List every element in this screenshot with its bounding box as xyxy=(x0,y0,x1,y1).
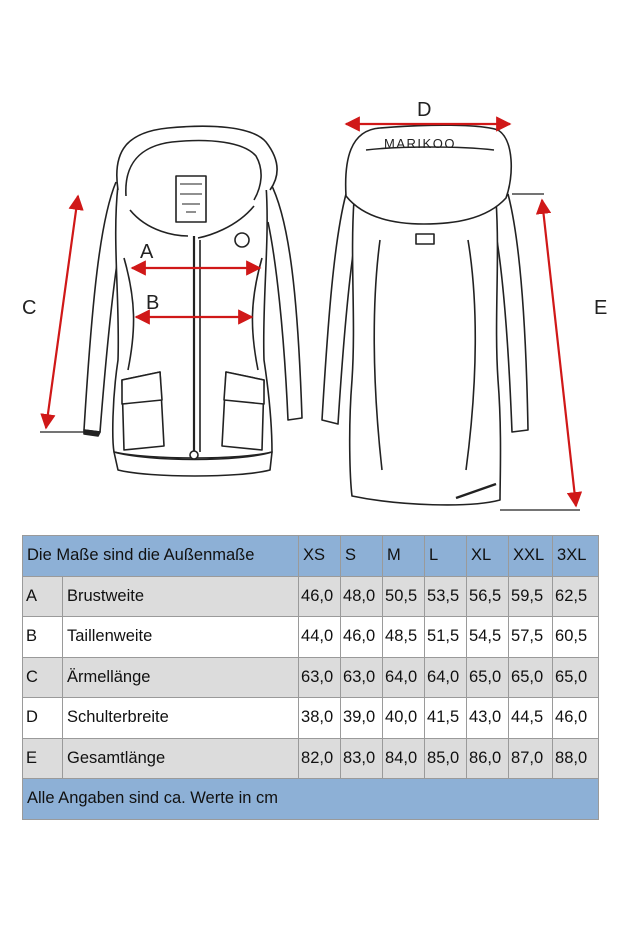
measurement-value: 46,0 xyxy=(341,617,383,658)
size-header: M xyxy=(383,536,425,577)
dimension-label-e: E xyxy=(594,297,608,319)
measurement-code: C xyxy=(23,657,63,698)
measurement-value: 65,0 xyxy=(467,657,509,698)
dimension-label-b: B xyxy=(146,292,160,314)
measurement-value: 53,5 xyxy=(425,576,467,617)
size-header: S xyxy=(341,536,383,577)
measurement-value: 60,5 xyxy=(553,617,599,658)
size-header: XS xyxy=(299,536,341,577)
measurement-value: 41,5 xyxy=(425,698,467,739)
table-footer-note: Alle Angaben sind ca. Werte in cm xyxy=(23,779,599,820)
measurement-value: 48,0 xyxy=(341,576,383,617)
table-row xyxy=(23,738,599,779)
dimension-label-d: D xyxy=(417,99,432,121)
measurement-value: 84,0 xyxy=(383,738,425,779)
measurement-value: 85,0 xyxy=(425,738,467,779)
size-header: XXL xyxy=(509,536,553,577)
dimension-label-a: A xyxy=(140,241,154,263)
measurement-code: B xyxy=(23,617,63,658)
measurement-value: 44,0 xyxy=(299,617,341,658)
measurement-value: 38,0 xyxy=(299,698,341,739)
measurement-name: Schulterbreite xyxy=(63,698,299,739)
dimension-label-c: C xyxy=(22,297,37,319)
measurement-code: E xyxy=(23,738,63,779)
brand-logo-text: MARIKOO xyxy=(384,136,456,151)
measurement-value: 65,0 xyxy=(553,657,599,698)
measurement-value: 82,0 xyxy=(299,738,341,779)
table-footer-row xyxy=(23,779,599,820)
measurement-value: 50,5 xyxy=(383,576,425,617)
measurement-value: 63,0 xyxy=(341,657,383,698)
measurement-value: 64,0 xyxy=(425,657,467,698)
measurement-value: 62,5 xyxy=(553,576,599,617)
table-header-label: Die Maße sind die Außenmaße xyxy=(23,536,299,577)
measurement-value: 48,5 xyxy=(383,617,425,658)
measurement-value: 54,5 xyxy=(467,617,509,658)
table-header-row xyxy=(23,536,599,577)
table-row xyxy=(23,617,599,658)
measurement-value: 51,5 xyxy=(425,617,467,658)
measurement-name: Taillenweite xyxy=(63,617,299,658)
measurement-name: Brustweite xyxy=(63,576,299,617)
measurement-value: 56,5 xyxy=(467,576,509,617)
measurement-code: D xyxy=(23,698,63,739)
measurement-value: 46,0 xyxy=(299,576,341,617)
size-header: 3XL xyxy=(553,536,599,577)
measurement-value: 83,0 xyxy=(341,738,383,779)
table-row xyxy=(23,657,599,698)
measurement-value: 43,0 xyxy=(467,698,509,739)
measurement-value: 88,0 xyxy=(553,738,599,779)
measurement-value: 86,0 xyxy=(467,738,509,779)
measurement-value: 40,0 xyxy=(383,698,425,739)
size-header: L xyxy=(425,536,467,577)
measurement-value: 44,5 xyxy=(509,698,553,739)
arrow-e xyxy=(542,200,576,506)
size-table xyxy=(22,535,599,820)
back-view-jacket xyxy=(322,125,528,505)
measurement-value: 59,5 xyxy=(509,576,553,617)
measurement-value: 87,0 xyxy=(509,738,553,779)
measurement-value: 46,0 xyxy=(553,698,599,739)
measurement-code: A xyxy=(23,576,63,617)
measurement-value: 39,0 xyxy=(341,698,383,739)
measurement-value: 63,0 xyxy=(299,657,341,698)
measurement-value: 65,0 xyxy=(509,657,553,698)
arrow-c xyxy=(46,196,78,428)
table-row xyxy=(23,576,599,617)
front-view-jacket xyxy=(84,126,302,476)
measurement-value: 64,0 xyxy=(383,657,425,698)
size-header: XL xyxy=(467,536,509,577)
measurement-name: Gesamtlänge xyxy=(63,738,299,779)
measurement-value: 57,5 xyxy=(509,617,553,658)
measurement-name: Ärmellänge xyxy=(63,657,299,698)
table-row xyxy=(23,698,599,739)
